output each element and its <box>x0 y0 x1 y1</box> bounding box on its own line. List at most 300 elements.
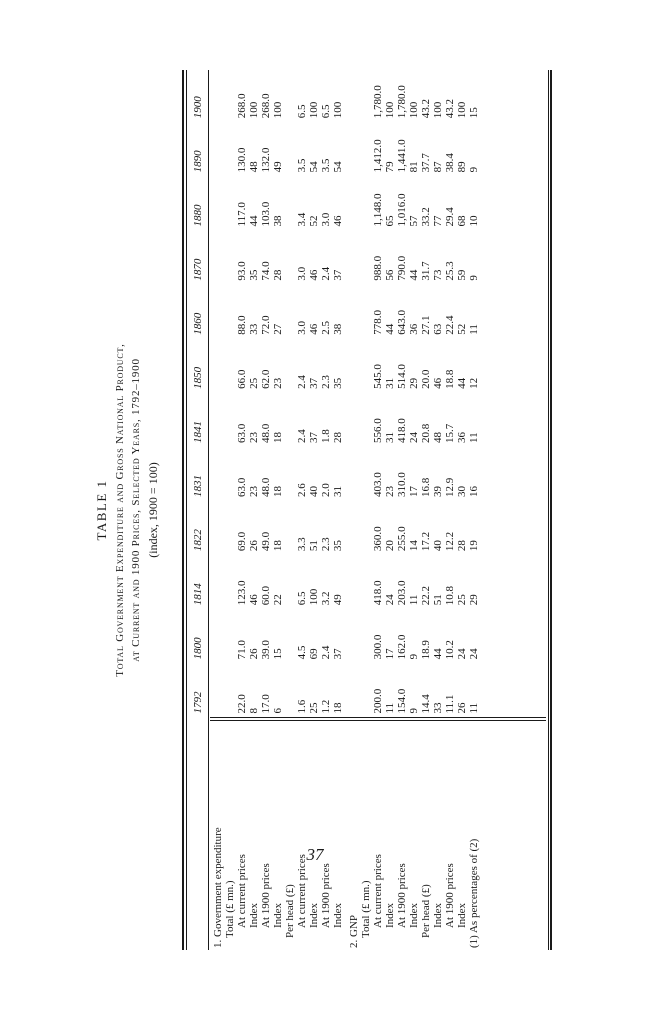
value-cell: 1,412.0 <box>372 139 384 173</box>
value-cell: 23 <box>248 431 260 443</box>
value-cell: 26 <box>248 648 260 660</box>
value-cell <box>212 395 224 449</box>
bottom-double-rule <box>550 70 552 950</box>
value-cell: 17.0 <box>260 694 272 714</box>
value-cell <box>348 557 360 611</box>
value-cell <box>284 395 296 449</box>
value-cell: 44 <box>384 323 396 335</box>
value-cell: 10 <box>468 215 480 227</box>
year-header: 1890 <box>192 150 204 173</box>
table-title-line-1: Total Government Expenditure and Gross National Product, <box>114 343 126 677</box>
value-cell: 51 <box>432 594 444 606</box>
value-cell <box>224 178 236 232</box>
value-cell: 200.0 <box>372 688 384 714</box>
value-cell: 1.6 <box>296 699 308 714</box>
value-cell: 100 <box>384 101 396 119</box>
value-cell: 18 <box>332 702 344 714</box>
row-label: At 1900 prices <box>396 863 408 928</box>
value-cell <box>360 287 372 341</box>
value-cell <box>360 449 372 503</box>
value-cell <box>224 395 236 449</box>
value-cell <box>360 70 372 124</box>
row-label: Index <box>248 902 260 928</box>
value-cell <box>360 503 372 557</box>
value-cell: 16 <box>468 486 480 498</box>
value-cell: 1,148.0 <box>372 193 384 227</box>
table-row <box>272 70 284 950</box>
value-cell <box>224 124 236 178</box>
value-cell: 66.0 <box>236 369 248 389</box>
value-cell: 4.5 <box>296 645 308 660</box>
value-cell: 37 <box>332 269 344 281</box>
value-cell: 28 <box>272 269 284 281</box>
value-cell: 49 <box>332 594 344 606</box>
value-cell: 100 <box>456 101 468 119</box>
table-row <box>468 70 480 950</box>
row-label: Per head (£) <box>284 884 296 938</box>
year-header: 1900 <box>192 96 204 119</box>
bottom-double-rule-inner <box>548 70 549 950</box>
table-row <box>384 70 396 950</box>
value-cell: 39.0 <box>260 640 272 660</box>
value-cell: 49 <box>272 161 284 173</box>
value-cell: 33 <box>432 702 444 714</box>
table-label: TABLE 1 <box>94 479 109 541</box>
value-cell: 68 <box>456 215 468 227</box>
value-cell: 24 <box>384 594 396 606</box>
value-cell: 2.4 <box>296 375 308 389</box>
value-cell: 52 <box>456 323 468 335</box>
row-label: At 1900 prices <box>260 863 272 928</box>
value-cell <box>360 611 372 665</box>
value-cell: 12.9 <box>444 477 456 498</box>
table-row <box>396 70 408 950</box>
value-cell: 9 <box>468 166 480 173</box>
value-cell: 23 <box>248 486 260 498</box>
value-cell: 81 <box>408 161 420 173</box>
expenditure-gnp-table <box>188 70 480 950</box>
value-cell: 59 <box>456 269 468 281</box>
value-cell: 514.0 <box>396 364 408 389</box>
value-cell: 10.2 <box>444 640 456 660</box>
value-cell: 57 <box>408 215 420 227</box>
value-cell: 3.2 <box>320 591 332 606</box>
value-cell: 31 <box>384 377 396 389</box>
value-cell <box>360 124 372 178</box>
value-cell: 154.0 <box>396 688 408 714</box>
value-cell: 100 <box>408 101 420 119</box>
value-cell: 26 <box>248 540 260 552</box>
value-cell: 24 <box>456 648 468 660</box>
value-cell: 2.6 <box>296 483 308 498</box>
value-cell: 103.0 <box>260 201 272 227</box>
value-cell: 40 <box>432 540 444 552</box>
value-cell: 20.8 <box>420 423 432 443</box>
value-cell: 3.5 <box>320 158 332 173</box>
row-label: At 1900 prices <box>444 863 456 928</box>
value-cell: 556.0 <box>372 418 384 443</box>
value-cell: 1.2 <box>320 699 332 714</box>
value-cell: 25 <box>456 594 468 606</box>
value-cell: 132.0 <box>260 147 272 173</box>
table-row <box>224 70 236 950</box>
value-cell: 418.0 <box>372 580 384 606</box>
value-cell: 63.0 <box>236 477 248 498</box>
value-cell <box>224 70 236 124</box>
value-cell: 17 <box>408 486 420 498</box>
table-row <box>456 70 468 950</box>
value-cell: 2.4 <box>296 429 308 443</box>
value-cell: 17.2 <box>420 531 432 552</box>
table-row <box>296 70 308 950</box>
page-number: 37 <box>306 845 324 864</box>
value-cell <box>284 124 296 178</box>
value-cell: 360.0 <box>372 526 384 552</box>
year-header: 1880 <box>192 204 204 227</box>
value-cell: 63 <box>432 323 444 335</box>
row-label: Index <box>332 902 344 928</box>
value-cell <box>212 449 224 503</box>
table-row <box>320 70 332 950</box>
value-cell: 18 <box>272 431 284 443</box>
year-header-row <box>188 70 208 950</box>
table-row <box>332 70 344 950</box>
value-cell: 65 <box>384 215 396 227</box>
value-cell: 46 <box>308 323 320 335</box>
value-cell <box>212 341 224 395</box>
value-cell: 28 <box>456 540 468 552</box>
value-cell: 38 <box>332 323 344 335</box>
value-cell: 25 <box>248 377 260 389</box>
value-cell: 25.3 <box>444 261 456 281</box>
value-cell <box>212 503 224 557</box>
value-cell: 60.0 <box>260 586 272 606</box>
value-cell: 30 <box>456 486 468 498</box>
value-cell: 29 <box>468 594 480 606</box>
year-header: 1800 <box>192 637 204 660</box>
table-row <box>248 70 260 950</box>
value-cell: 11 <box>384 702 396 714</box>
year-header: 1792 <box>192 691 204 714</box>
value-cell: 11 <box>468 432 480 443</box>
value-cell: 11.1 <box>444 694 456 714</box>
value-cell: 48.0 <box>260 423 272 443</box>
value-cell: 69.0 <box>236 531 248 552</box>
value-cell <box>284 70 296 124</box>
value-cell: 300.0 <box>372 634 384 660</box>
value-cell: 6.5 <box>296 104 308 119</box>
value-cell: 9 <box>408 653 420 660</box>
value-cell: 43.2 <box>420 99 432 119</box>
value-cell: 31.7 <box>420 261 432 281</box>
value-cell <box>212 287 224 341</box>
value-cell: 46 <box>332 215 344 227</box>
value-cell <box>348 449 360 503</box>
value-cell <box>360 557 372 611</box>
value-cell <box>284 287 296 341</box>
value-cell: 11 <box>408 594 420 606</box>
row-label: 1. Government expenditure <box>212 827 224 948</box>
year-header: 1822 <box>192 529 204 552</box>
value-cell: 29 <box>408 377 420 389</box>
value-cell: 11 <box>468 702 480 714</box>
row-label: Index <box>384 902 396 928</box>
value-cell: 33.2 <box>420 207 432 227</box>
value-cell: 14 <box>408 540 420 552</box>
value-cell: 6.5 <box>320 104 332 119</box>
value-cell <box>348 395 360 449</box>
value-cell <box>360 665 372 719</box>
row-label: At current prices <box>372 854 384 928</box>
value-cell: 162.0 <box>396 634 408 660</box>
value-cell: 35 <box>332 540 344 552</box>
value-cell: 418.0 <box>396 418 408 443</box>
table-row <box>420 70 432 950</box>
value-cell: 24 <box>468 648 480 660</box>
value-cell: 63.0 <box>236 423 248 443</box>
value-cell: 9 <box>408 707 420 714</box>
row-label: 2. GNP <box>348 914 360 948</box>
value-cell <box>212 70 224 124</box>
value-cell: 36 <box>456 431 468 443</box>
value-cell: 54 <box>332 161 344 173</box>
value-cell: 33 <box>248 323 260 335</box>
value-cell: 3.0 <box>296 266 308 281</box>
value-cell: 44 <box>248 215 260 227</box>
value-cell: 203.0 <box>396 580 408 606</box>
value-cell <box>224 341 236 395</box>
row-label: Index <box>272 902 284 928</box>
table-row <box>284 70 296 950</box>
row-label: At 1900 prices <box>320 863 332 928</box>
value-cell: 46 <box>308 269 320 281</box>
value-cell: 29.4 <box>444 207 456 227</box>
value-cell: 22.0 <box>236 694 248 714</box>
value-cell <box>348 503 360 557</box>
value-cell: 71.0 <box>236 640 248 660</box>
value-cell <box>284 665 296 719</box>
value-cell: 22.2 <box>420 586 432 606</box>
value-cell: 87 <box>432 161 444 173</box>
value-cell: 17 <box>384 648 396 660</box>
value-cell <box>348 341 360 395</box>
value-cell: 36 <box>408 323 420 335</box>
value-cell: 10.8 <box>444 586 456 606</box>
value-cell: 51 <box>308 540 320 552</box>
value-cell <box>224 665 236 719</box>
row-label: (1) As percentages of (2) <box>468 838 480 948</box>
value-cell <box>360 395 372 449</box>
value-cell: 778.0 <box>372 309 384 335</box>
value-cell: 18 <box>272 486 284 498</box>
value-cell <box>360 178 372 232</box>
value-cell: 18.9 <box>420 640 432 660</box>
value-cell: 37 <box>308 431 320 443</box>
value-cell: 46 <box>248 594 260 606</box>
value-cell <box>348 233 360 287</box>
value-cell: 15 <box>272 648 284 660</box>
table-row <box>408 70 420 950</box>
value-cell: 100 <box>308 588 320 606</box>
value-cell: 93.0 <box>236 261 248 281</box>
table-index-note: (index, 1900 = 100) <box>146 462 160 558</box>
header-label-cell <box>188 719 208 950</box>
value-cell <box>212 124 224 178</box>
top-double-rule-inner <box>186 70 187 950</box>
value-cell: 100 <box>248 101 260 119</box>
value-cell: 1,780.0 <box>396 85 408 119</box>
value-cell: 2.3 <box>320 375 332 389</box>
value-cell: 310.0 <box>396 472 408 498</box>
row-label: Total (£ mn.) <box>360 880 372 938</box>
value-cell: 22 <box>272 594 284 606</box>
value-cell <box>224 233 236 287</box>
value-cell <box>284 233 296 287</box>
row-label: Index <box>456 902 468 928</box>
value-cell: 20.0 <box>420 369 432 389</box>
value-cell <box>224 287 236 341</box>
value-cell: 37.7 <box>420 153 432 173</box>
value-cell: 79 <box>384 161 396 173</box>
year-header: 1850 <box>192 366 204 389</box>
value-cell: 28 <box>332 431 344 443</box>
value-cell: 123.0 <box>236 580 248 606</box>
row-label: Total (£ mn.) <box>224 880 236 938</box>
value-cell <box>348 70 360 124</box>
value-cell: 20 <box>384 540 396 552</box>
value-cell <box>360 233 372 287</box>
table-row <box>360 70 372 950</box>
value-cell: 37 <box>332 648 344 660</box>
value-cell <box>348 611 360 665</box>
value-cell: 19 <box>468 540 480 552</box>
value-cell: 3.4 <box>296 212 308 227</box>
value-cell: 1.8 <box>320 429 332 443</box>
table-row <box>348 70 360 950</box>
value-cell <box>212 557 224 611</box>
value-cell: 2.4 <box>320 266 332 281</box>
value-cell: 23 <box>272 377 284 389</box>
value-cell: 3.3 <box>296 537 308 552</box>
value-cell: 43.2 <box>444 99 456 119</box>
year-header: 1870 <box>192 258 204 281</box>
value-cell: 3.5 <box>296 158 308 173</box>
table-row <box>212 70 224 950</box>
table-row <box>308 70 320 950</box>
value-cell: 31 <box>384 431 396 443</box>
value-cell: 88.0 <box>236 315 248 335</box>
value-cell: 89 <box>456 161 468 173</box>
value-cell: 26 <box>456 702 468 714</box>
value-cell: 25 <box>308 702 320 714</box>
data-table-container <box>182 70 552 950</box>
value-cell: 69 <box>308 648 320 660</box>
value-cell <box>284 557 296 611</box>
value-cell: 403.0 <box>372 472 384 498</box>
value-cell <box>224 503 236 557</box>
rotated-table-page <box>92 70 552 950</box>
value-cell: 18 <box>272 540 284 552</box>
value-cell <box>224 557 236 611</box>
value-cell: 35 <box>332 377 344 389</box>
value-cell: 545.0 <box>372 364 384 389</box>
value-cell: 23 <box>384 486 396 498</box>
value-cell: 16.8 <box>420 477 432 498</box>
row-label: Index <box>408 902 420 928</box>
value-cell <box>284 178 296 232</box>
value-cell <box>284 611 296 665</box>
value-cell: 77 <box>432 215 444 227</box>
value-cell: 100 <box>272 101 284 119</box>
year-header: 1831 <box>192 475 204 498</box>
value-cell: 6 <box>272 707 284 714</box>
top-double-rule <box>182 70 184 950</box>
value-cell <box>348 665 360 719</box>
value-cell: 48 <box>432 431 444 443</box>
value-cell: 56 <box>384 269 396 281</box>
table-row <box>432 70 444 950</box>
value-cell: 100 <box>332 101 344 119</box>
value-cell: 73 <box>432 269 444 281</box>
value-cell: 44 <box>432 648 444 660</box>
value-cell <box>212 178 224 232</box>
value-cell: 31 <box>332 486 344 498</box>
value-cell <box>348 178 360 232</box>
table-caption <box>92 70 182 950</box>
value-cell: 14.4 <box>420 694 432 714</box>
value-cell: 27.1 <box>420 315 432 335</box>
row-label: Per head (£) <box>420 884 432 938</box>
value-cell <box>284 449 296 503</box>
value-cell: 37 <box>308 377 320 389</box>
value-cell: 643.0 <box>396 309 408 335</box>
value-cell: 1,016.0 <box>396 193 408 227</box>
value-cell: 62.0 <box>260 369 272 389</box>
value-cell <box>212 233 224 287</box>
year-header: 1841 <box>192 420 204 443</box>
value-cell <box>212 611 224 665</box>
value-cell: 2.3 <box>320 537 332 552</box>
value-cell: 46 <box>432 377 444 389</box>
value-cell: 52 <box>308 215 320 227</box>
value-cell: 39 <box>432 486 444 498</box>
value-cell: 74.0 <box>260 261 272 281</box>
value-cell: 48 <box>248 161 260 173</box>
value-cell <box>224 449 236 503</box>
value-cell: 35 <box>248 269 260 281</box>
value-cell: 24 <box>408 431 420 443</box>
value-cell: 1,780.0 <box>372 85 384 119</box>
value-cell <box>224 611 236 665</box>
value-cell: 54 <box>308 161 320 173</box>
value-cell: 12.2 <box>444 531 456 552</box>
value-cell: 72.0 <box>260 315 272 335</box>
table-title-line-2: at Current and 1900 Prices, Selected Years, 1792–1900 <box>130 358 142 662</box>
table-row <box>236 70 248 950</box>
value-cell: 12 <box>468 377 480 389</box>
value-cell: 117.0 <box>236 202 248 227</box>
value-cell: 100 <box>432 101 444 119</box>
table-row <box>260 70 272 950</box>
value-cell: 27 <box>272 323 284 335</box>
row-label: At current prices <box>236 854 248 928</box>
value-cell: 988.0 <box>372 255 384 281</box>
value-cell: 22.4 <box>444 315 456 335</box>
value-cell: 3.0 <box>296 320 308 335</box>
value-cell: 268.0 <box>236 93 248 119</box>
value-cell <box>348 124 360 178</box>
value-cell: 38.4 <box>444 153 456 173</box>
